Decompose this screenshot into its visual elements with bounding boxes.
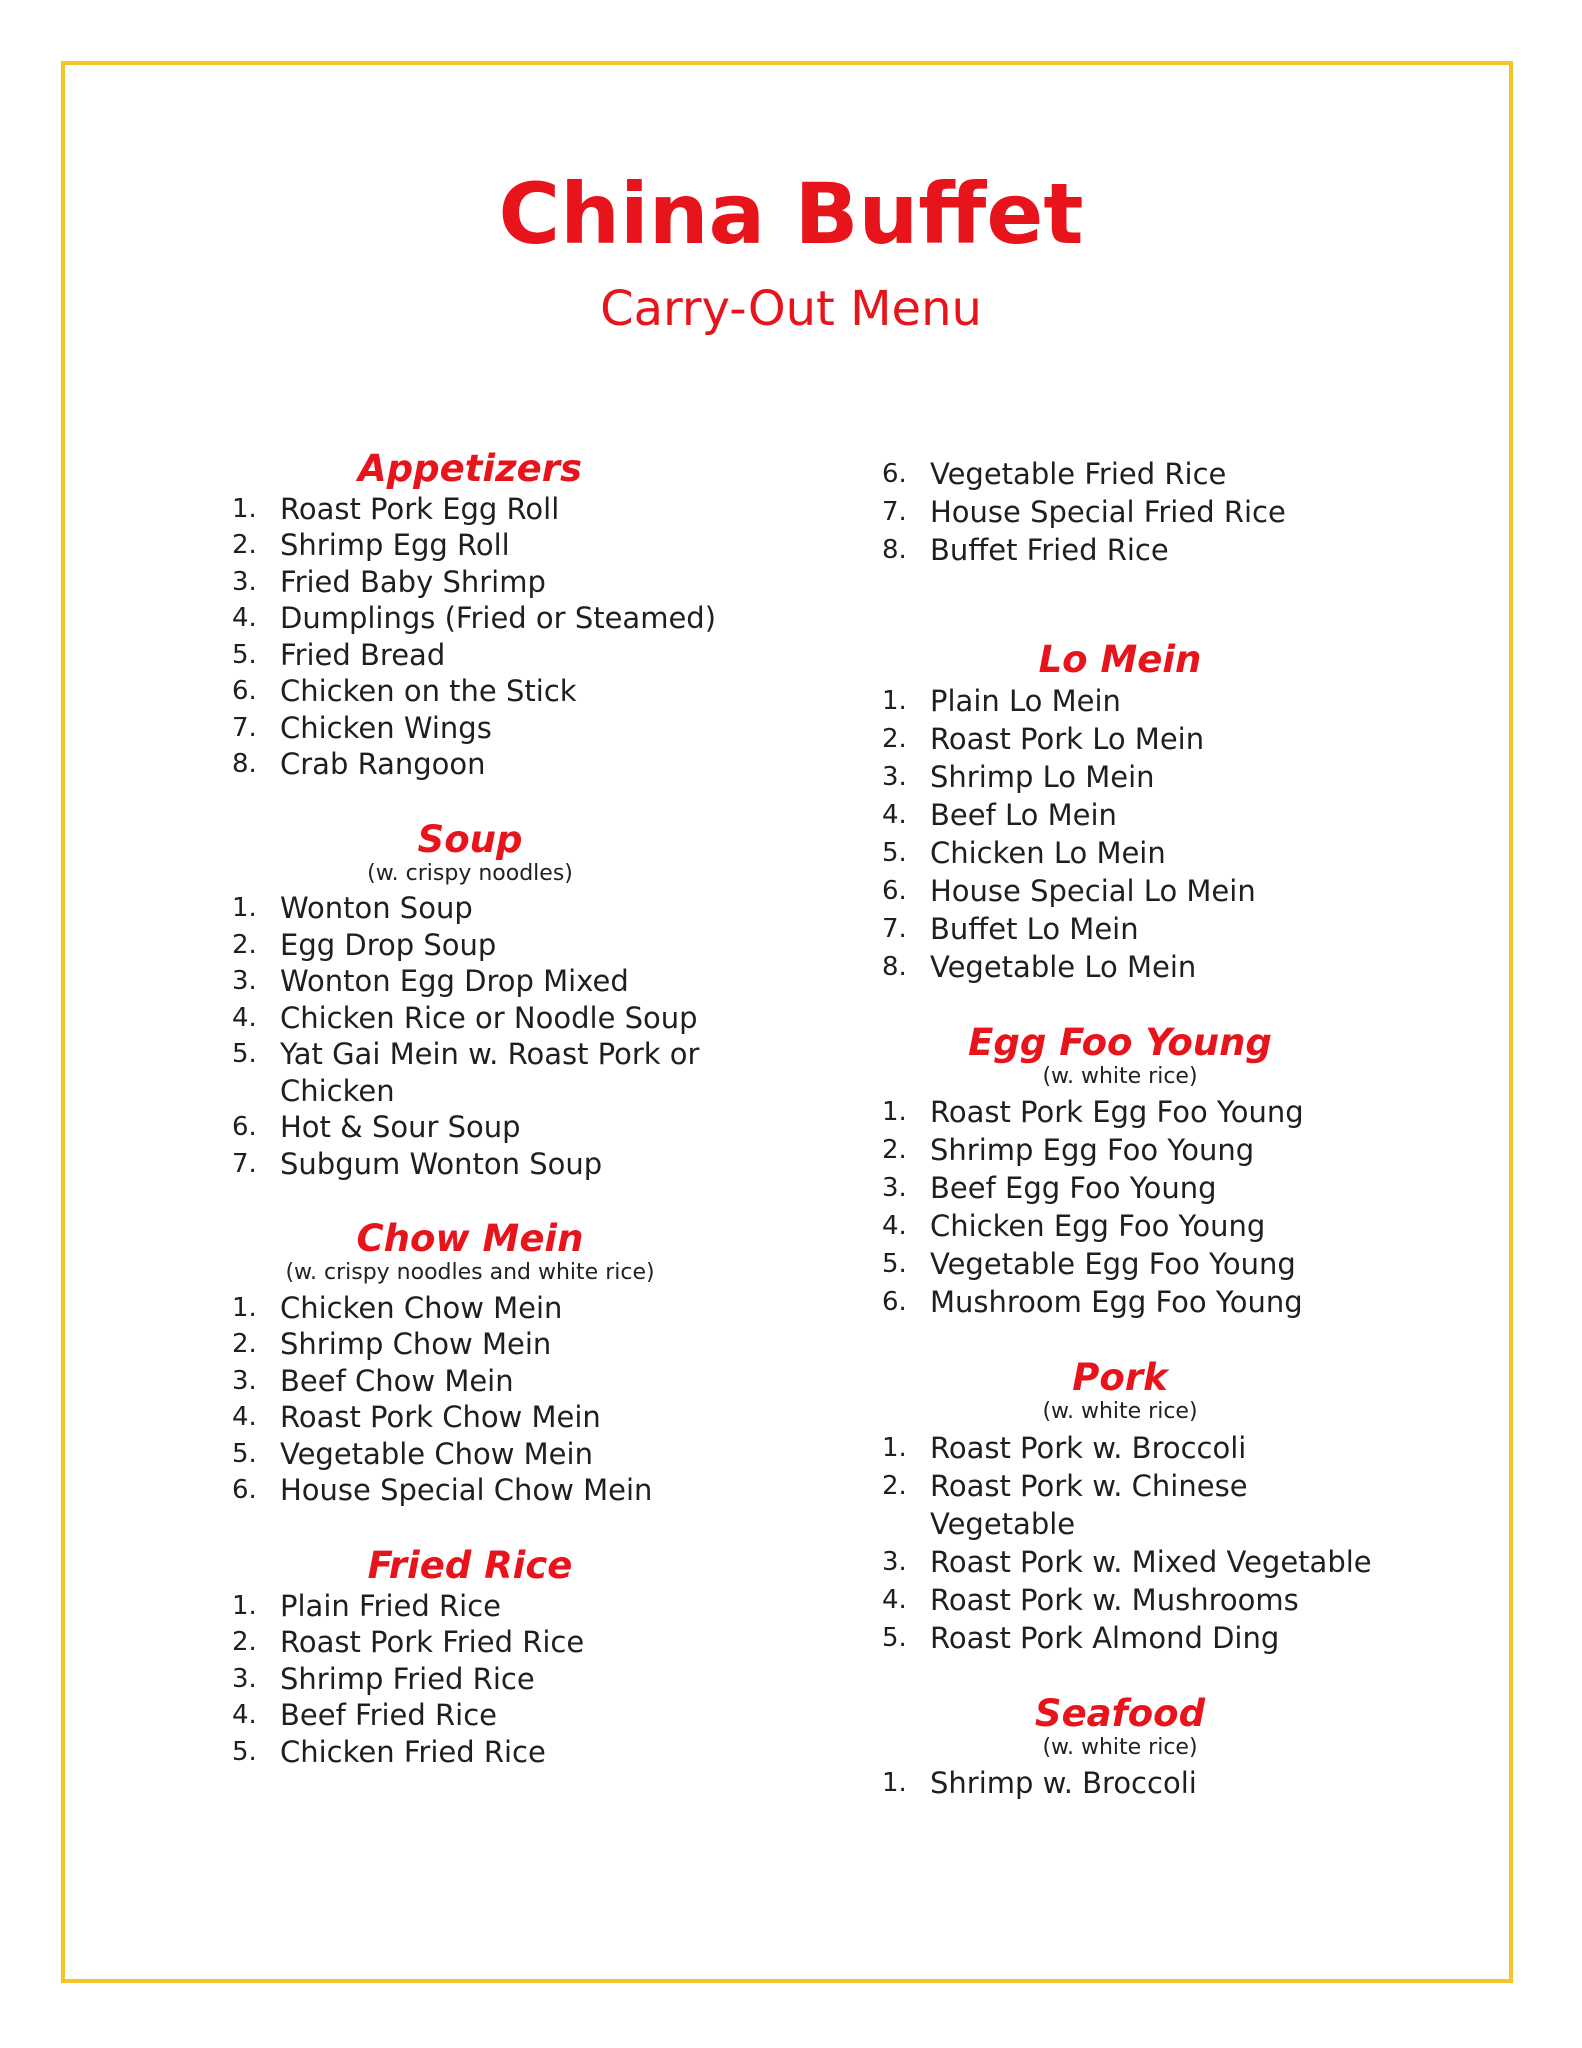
menu-item: 3. Beef Egg Foo Young — [882, 1171, 1217, 1206]
menu-subtitle: Carry-Out Menu — [600, 281, 982, 337]
menu-item: 2. Shrimp Chow Mein — [232, 1327, 552, 1362]
item-list — [870, 1764, 1410, 1802]
section-fried-rice-continued — [870, 455, 1410, 569]
menu-item: 8. Crab Rangoon — [232, 747, 486, 782]
section-title: Pork — [1072, 1356, 1168, 1400]
section-note: (w. white rice) — [1042, 1734, 1198, 1760]
menu-item: 2. Roast Pork Lo Mein — [882, 721, 1205, 756]
menu-item: 1. Wonton Soup — [232, 891, 473, 926]
menu-item: 1. Roast Pork Egg Foo Young — [882, 1095, 1304, 1130]
menu-item: 7. Buffet Lo Mein — [882, 911, 1139, 946]
menu-item: 4. Chicken Egg Foo Young — [882, 1209, 1266, 1244]
section-note: (w. crispy noodles) — [367, 860, 573, 886]
menu-item: 4. Beef Lo Mein — [882, 797, 1117, 832]
section-pork — [870, 1356, 1410, 1656]
menu-item: 3. Shrimp Fried Rice — [232, 1661, 535, 1696]
menu-item: 6. Hot & Sour Soup — [232, 1110, 521, 1145]
menu-item: 7. Chicken Wings — [232, 710, 492, 745]
section-soup — [220, 817, 720, 1182]
menu-item: 1. Roast Pork w. Broccoli — [882, 1430, 1247, 1465]
menu-item: 1. Plain Fried Rice — [232, 1588, 501, 1623]
menu-item: 6. House Special Chow Mein — [232, 1473, 653, 1508]
menu-item: 8. Buffet Fried Rice — [882, 533, 1169, 567]
menu-item: 5. Roast Pork Almond Ding — [882, 1620, 1280, 1655]
menu-item: 5. Chicken Fried Rice — [232, 1734, 546, 1769]
menu-title: China Buffet — [498, 165, 1084, 263]
section-seafood — [870, 1691, 1410, 1802]
section-note: (w. crispy noodles and white rice) — [285, 1260, 655, 1286]
menu-item: 5. Chicken Lo Mein — [882, 835, 1166, 870]
menu-item: 2. Egg Drop Soup — [232, 927, 497, 962]
section-title: Seafood — [1034, 1691, 1206, 1735]
menu-item: 6. Chicken on the Stick — [232, 674, 577, 709]
menu-item: 4. Chicken Rice or Noodle Soup — [232, 1000, 698, 1035]
item-list — [870, 455, 1410, 569]
right-column — [870, 455, 1410, 1840]
section-note: (w. white rice) — [1042, 1063, 1198, 1089]
menu-item: 4. Beef Fried Rice — [232, 1698, 498, 1733]
item-list — [220, 1290, 720, 1509]
item-list — [220, 1588, 720, 1771]
menu-item: 1. Shrimp w. Broccoli — [882, 1766, 1197, 1801]
section-lo-mein — [870, 638, 1410, 986]
menu-item: 4. Roast Pork Chow Mein — [232, 1400, 601, 1435]
left-column — [220, 447, 720, 1808]
menu-item: 2. Roast Pork Fried Rice — [232, 1625, 585, 1660]
menu-item: 3. Wonton Egg Drop Mixed — [232, 964, 629, 999]
section-title: Lo Mein — [1038, 638, 1202, 681]
item-list — [220, 890, 720, 1182]
menu-item: 1. Roast Pork Egg Roll — [232, 491, 560, 526]
item-list — [220, 491, 720, 783]
section-chow-mein — [220, 1217, 720, 1508]
section-title: Appetizers — [358, 447, 582, 490]
menu-item: 2. Shrimp Egg Roll — [232, 528, 510, 563]
item-list — [870, 682, 1410, 986]
menu-item: 4. Dumplings (Fried or Steamed) — [232, 601, 717, 636]
menu-item: 5. Fried Bread — [232, 637, 446, 672]
menu-item: 2. Roast Pork w. Chinese Vegetable — [882, 1468, 1248, 1541]
menu-item: 3. Fried Baby Shrimp — [232, 564, 546, 599]
menu-item: 3. Roast Pork w. Mixed Vegetable — [882, 1544, 1372, 1579]
menu-item: 6. Vegetable Fried Rice — [882, 457, 1227, 491]
menu-item: 5. Vegetable Egg Foo Young — [882, 1247, 1296, 1282]
menu-item: 6. House Special Lo Mein — [882, 873, 1256, 908]
menu-item: 7. House Special Fried Rice — [882, 495, 1286, 529]
item-list — [870, 1429, 1410, 1657]
menu-item: 1. Plain Lo Mein — [882, 683, 1121, 718]
menu-item: 4. Roast Pork w. Mushrooms — [882, 1582, 1299, 1617]
section-title: Fried Rice — [367, 1543, 573, 1587]
menu-item: 5. Yat Gai Mein w. Roast Pork or Chicken — [232, 1037, 700, 1108]
menu-item: 6. Mushroom Egg Foo Young — [882, 1285, 1303, 1320]
section-fried-rice — [220, 1543, 720, 1770]
menu-item: 5. Vegetable Chow Mein — [232, 1436, 593, 1471]
menu-item: 2. Shrimp Egg Foo Young — [882, 1133, 1255, 1168]
section-egg-foo-young — [870, 1020, 1410, 1321]
section-title: Soup — [417, 817, 523, 861]
menu-item: 8. Vegetable Lo Mein — [882, 949, 1197, 984]
menu-item: 1. Chicken Chow Mein — [232, 1290, 563, 1325]
menu-item: 7. Subgum Wonton Soup — [232, 1146, 603, 1181]
section-appetizers — [220, 447, 720, 783]
section-title: Egg Foo Young — [968, 1020, 1272, 1064]
menu-item: 3. Shrimp Lo Mein — [882, 759, 1155, 794]
menu-item: 3. Beef Chow Mein — [232, 1363, 514, 1398]
section-title: Chow Mein — [356, 1217, 584, 1261]
section-note: (w. white rice) — [1042, 1399, 1198, 1425]
item-list — [870, 1093, 1410, 1321]
